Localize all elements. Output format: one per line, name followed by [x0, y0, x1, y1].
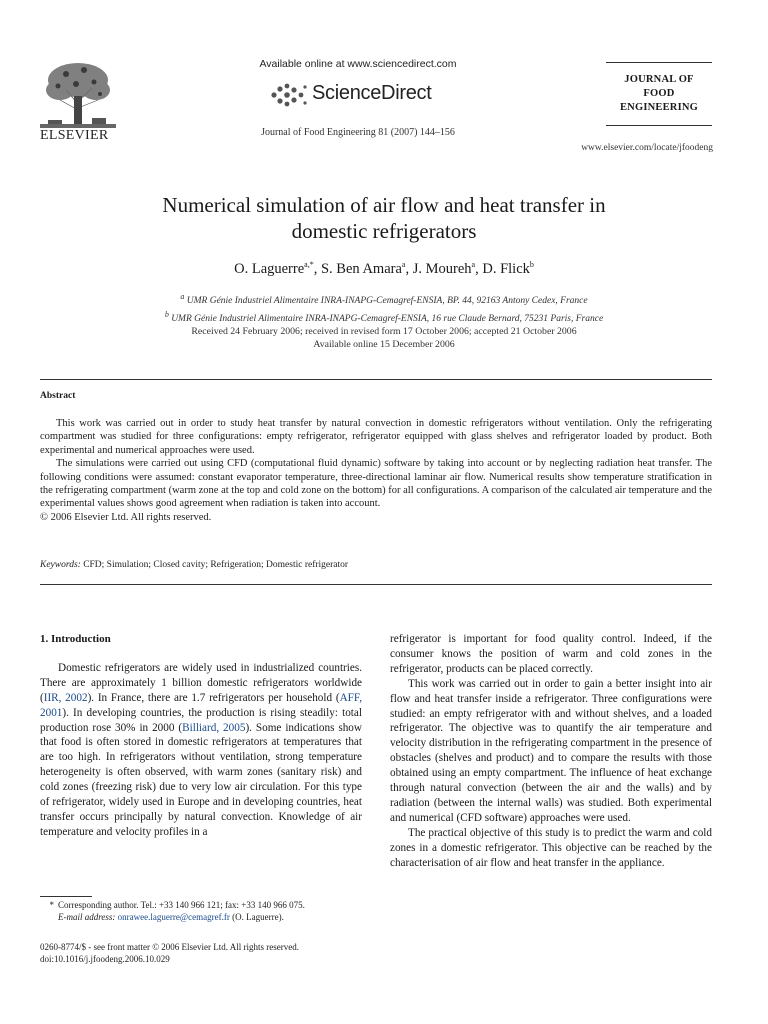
- affiliation-text: UMR Génie Industriel Alimentaire INRA-INAPG-Cemagref-ENSIA, 16 rue Claude Bernard, 75231 Paris, France: [171, 314, 604, 325]
- doi-line: doi:10.1016/j.jfoodeng.2006.10.029: [40, 954, 170, 964]
- body-text: Domestic refrigerators are widely used in industrialized countries. There are approximately 1 billion domestic refrigerators worldwide (: [40, 661, 362, 704]
- author-affiliation-mark: b: [529, 260, 534, 269]
- author-name: O. Laguerre: [234, 260, 305, 277]
- publisher-name: ELSEVIER: [40, 128, 109, 143]
- footnote-rule: [40, 896, 92, 897]
- keywords-label: Keywords:: [40, 560, 81, 570]
- body-paragraph: The practical objective of this study is to predict the warm and cold zones in a domestic refrigerator. This objective can be reached by the characterisation of air flow and heat transfer in the appliance.: [390, 826, 712, 869]
- abstract-heading: Abstract: [40, 391, 76, 401]
- affiliation: [60, 308, 708, 326]
- affiliations: [60, 290, 708, 326]
- title-line: Numerical simulation of air flow and heat transfer in: [162, 193, 606, 217]
- reference-link[interactable]: IIR, 2002: [43, 691, 88, 704]
- journal-citation: Journal of Food Engineering 81 (2007) 144–156: [261, 127, 455, 138]
- body-text: ). In France, there are 1.7 refrigerators per household (: [87, 691, 340, 704]
- footnote-line: [40, 911, 370, 923]
- author-name: D. Flick: [482, 260, 530, 277]
- available-date: Available online 15 December 2006: [313, 339, 455, 350]
- issn-line: 0260-8774/$ - see front matter © 2006 Elsevier Ltd. All rights reserved.: [40, 942, 300, 952]
- author-separator: ,: [405, 260, 413, 277]
- journal-name-line: ENGINEERING: [619, 102, 699, 113]
- author-separator: ,: [475, 260, 483, 277]
- author-name: J. Moureh: [412, 260, 472, 277]
- keywords-list: CFD; Simulation; Closed cavity; Refrigeration; Domestic refrigerator: [83, 560, 349, 570]
- affiliation: [60, 290, 708, 308]
- publication-dates: [60, 325, 708, 351]
- body-paragraph: This work was carried out in order to gain a better insight into air flow and heat transfer inside a refrigerator. Three configurations were studied: an empty refrigerator with and without shelves, and a loaded refrigerator. The objective was to quantify the air temperature and velocity distribution in the refrigerating compartment in the presence of obstacles (shelves and product) and to compare the results with those obtained using an empty compartment. The influence of heat exchange through natural convection (between the air and the walls) and by radiation (between the internal walls) was studied. Both experimental and numerical (CFD software) approaches were used.: [390, 677, 712, 824]
- author-affiliation-mark: a: [401, 260, 406, 269]
- reference-link[interactable]: AFF, 2001: [40, 691, 362, 719]
- journal-name-box: [606, 62, 712, 126]
- body-paragraph: [40, 661, 362, 840]
- received-dates: Received 24 February 2006; received in revised form 17 October 2006; accepted 21 October 2006: [191, 326, 577, 337]
- affiliation-mark: b: [164, 310, 169, 320]
- keywords: [40, 560, 712, 570]
- body-column-right: [390, 632, 712, 871]
- author-affiliation-mark: a: [471, 260, 476, 269]
- footnote: [40, 899, 370, 923]
- author-list: [60, 260, 708, 278]
- title-line: domestic refrigerators: [291, 219, 477, 243]
- reference-link[interactable]: Billiard, 2005: [182, 721, 246, 734]
- body-text: ). In developing countries, the production is rising steadily: total production rose 30% in 2000 (: [40, 706, 362, 734]
- abstract-paragraph: The simulations were carried out using CFD (computational fluid dynamic) software by taking into account or by neglecting radiation heat transfer. The following conditions were assumed: constant evaporator temperature, three-directional laminar air flow. Numerical results show temperature stratification in the refrigerating compartment (warm zone at the top and cold zone on the bottom) for all configurations. A comparison of the calculated air temperature and the experimental values shows good agreement when radiation is taken into account.: [40, 458, 712, 510]
- email-link[interactable]: onrawee.laguerre@cemagref.fr: [117, 912, 230, 922]
- available-online-text: Available online at www.sciencedirect.com: [259, 58, 457, 70]
- footnote-text: Corresponding author. Tel.: +33 140 966 121; fax: +33 140 966 075.: [58, 900, 305, 910]
- author-affiliation-mark: a,*: [304, 260, 314, 269]
- author-name: S. Ben Amara: [320, 260, 402, 277]
- email-suffix: (O. Laguerre).: [232, 912, 284, 922]
- author-separator: ,: [313, 260, 321, 277]
- sciencedirect-wordmark: ScienceDirect: [312, 82, 432, 104]
- journal-url-link[interactable]: www.elsevier.com/locate/jfoodeng: [581, 143, 713, 153]
- section-heading: 1. Introduction: [40, 633, 111, 645]
- elsevier-tree-logo: [40, 60, 116, 128]
- journal-name-line: JOURNAL OF: [624, 74, 694, 85]
- abstract-body: [40, 417, 712, 524]
- paper-title: [60, 192, 708, 244]
- sciencedirect-logo: [268, 80, 468, 110]
- journal-name-line: FOOD: [643, 88, 675, 99]
- affiliation-text: UMR Génie Industriel Alimentaire INRA-INAPG-Cemagref-ENSIA, BP. 44, 92163 Antony Cedex, France: [186, 296, 588, 307]
- body-paragraph: refrigerator is important for food quality control. Indeed, if the consumer knows the position of warm and cold zones in the refrigerator, products can be placed correctly.: [390, 633, 712, 675]
- issn-doi: [40, 941, 400, 965]
- abstract-top-rule: [40, 379, 712, 380]
- body-column-left: [40, 632, 362, 840]
- affiliation-mark: a: [180, 292, 185, 301]
- footnote-line: [40, 899, 370, 911]
- email-label: E-mail address:: [58, 912, 116, 922]
- abstract-paragraph: This work was carried out in order to study heat transfer by natural convection in domestic refrigerators without ventilation. Only the refrigerating compartment was studied for three configurations: empty refrigerator, refrigerator equipped with glass shelves and refrigerator loaded by product. Both experimental and numerical approaches were used.: [40, 418, 712, 456]
- sciencedirect-dots-icon: [268, 82, 308, 108]
- body-text: ). Some indications show that food is often stored in domestic refrigerators at temperatures that are too high. In refrigerators without ventilation, strong temperature heterogeneity is often observed, with warm zones (sanitary risk) and cold zones (freezing risk) due to very low air circulation. For this type of refrigerator, widely used in Europe and in developing countries, heat transfer occurs principally by natural convection. Knowledge of air temperature and velocity profiles in a: [40, 721, 362, 838]
- abstract-copyright: © 2006 Elsevier Ltd. All rights reserved.: [40, 511, 212, 523]
- abstract-bottom-rule: [40, 584, 712, 585]
- footnote-mark: *: [49, 900, 54, 910]
